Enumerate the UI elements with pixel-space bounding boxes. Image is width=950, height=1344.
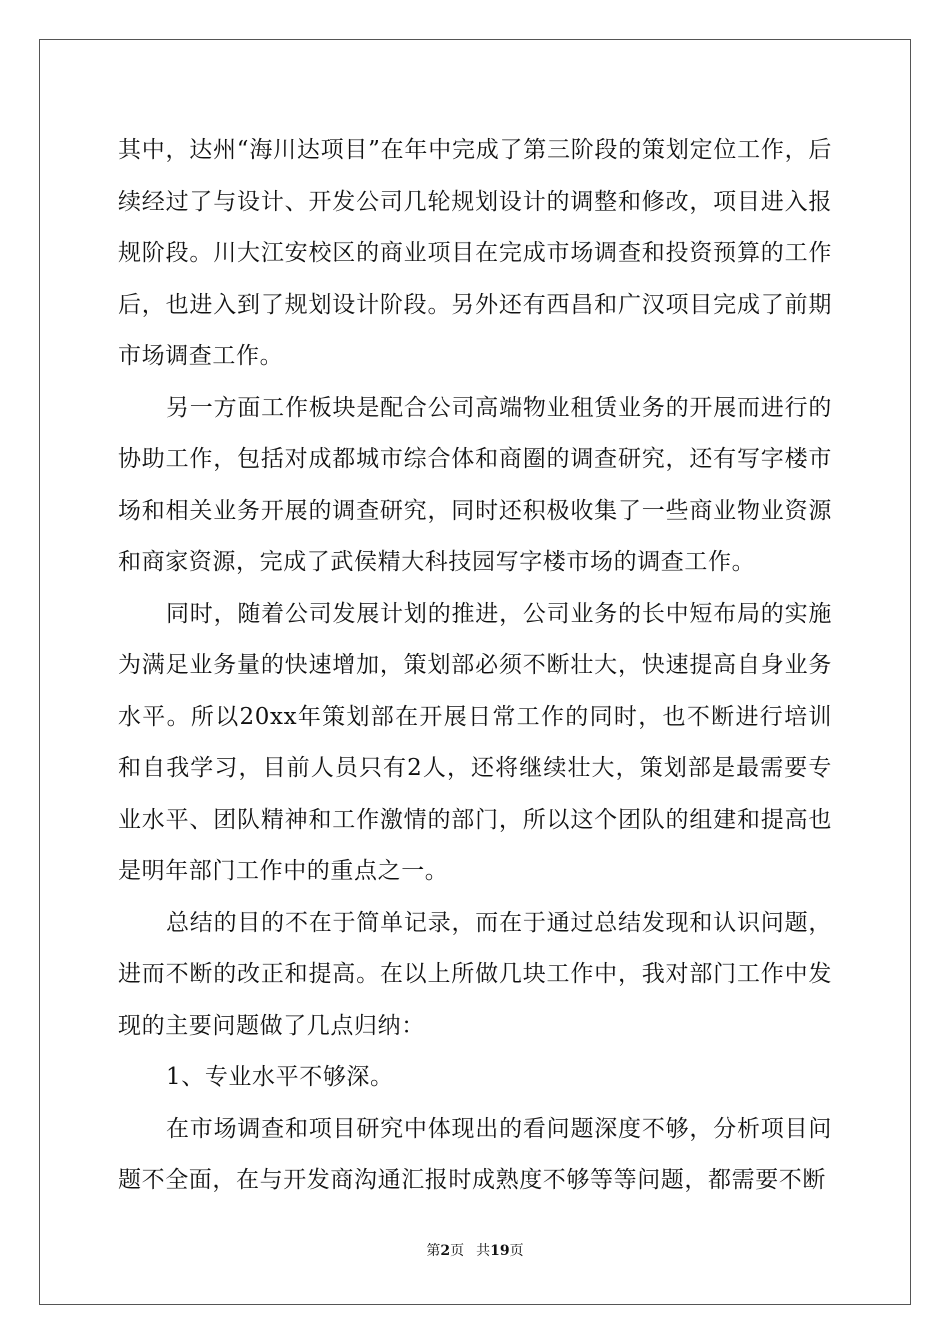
paragraph-2: 另一方面工作板块是配合公司高端物业租赁业务的开展而进行的协助工作，包括对成都城市综合体和商圈的调查研究，还有写字楼市场和相关业务开展的调查研究，同时还积极收集了一些商业物业资源和商家资源，完成了武侯精大科技园写字楼市场的调查工作。 [118, 394, 832, 575]
paragraph-5: 在市场调查和项目研究中体现出的看问题深度不够，分析项目问题不全面，在与开发商沟通汇报时成熟度不够等等问题，都需要不断 [118, 1115, 832, 1193]
page-prefix: 第 [426, 1243, 441, 1259]
document-body [118, 125, 832, 1207]
page-footer [0, 1240, 950, 1260]
total-prefix: 共 [476, 1243, 491, 1259]
page-suffix: 页 [450, 1243, 465, 1259]
paragraph-4: 总结的目的不在于简单记录，而在于通过总结发现和认识问题，进而不断的改正和提高。在以上所做几块工作中，我对部门工作中发现的主要问题做了几点归纳： [118, 909, 832, 1039]
paragraph-1: 其中，达州“海川达项目”在年中完成了第三阶段的策划定位工作，后续经过了与设计、开发公司几轮规划设计的调整和修改，项目进入报规阶段。川大江安校区的商业项目在完成市场调查和投资预算的工作后，也进入到了规划设计阶段。另外还有西昌和广汉项目完成了前期市场调查工作。 [118, 137, 832, 369]
page-total: 19 [490, 1243, 510, 1259]
list-heading-1: 1、专业水平不够深。 [166, 1064, 394, 1090]
paragraph-3: 同时，随着公司发展计划的推进，公司业务的长中短布局的实施为满足业务量的快速增加，策划部必须不断壮大，快速提高自身业务水平。所以20xx年策划部在开展日常工作的同时，也不断进行培训和自我学习，目前人员只有2人，还将继续壮大，策划部是最需要专业水平、团队精神和工作激情的部门，所以这个团队的组建和提高也是明年部门工作中的重点之一。 [118, 600, 832, 884]
page-current: 2 [440, 1243, 451, 1259]
total-suffix: 页 [509, 1243, 524, 1259]
